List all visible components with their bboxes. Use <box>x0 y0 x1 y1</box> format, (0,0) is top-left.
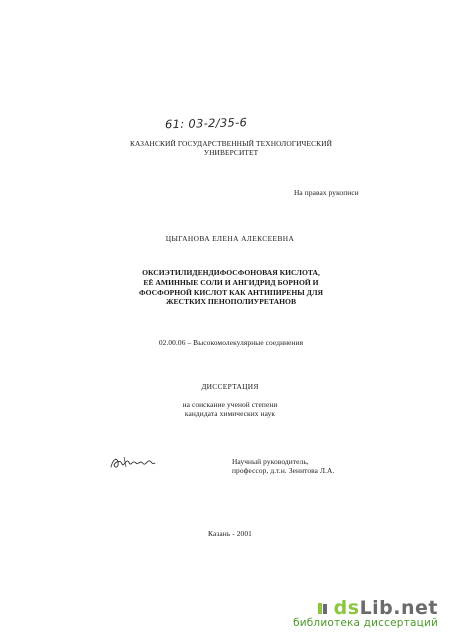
dissertation-title <box>100 268 362 307</box>
watermark-subtitle: библиотека диссертаций <box>293 617 438 629</box>
city-year: Казань - 2001 <box>208 529 252 538</box>
degree-line-2: кандидата химических наук <box>184 409 276 418</box>
degree-line-1: на соискание ученой степени <box>182 400 278 409</box>
watermark-brand-prefix: ds <box>333 597 360 619</box>
title-line: ОКСИЭТИЛИДЕНДИФОСФОНОВАЯ КИСЛОТА, <box>142 268 320 277</box>
title-line: ЕЁ АМИННЫЕ СОЛИ И АНГИДРИД БОРНОЙ И <box>143 277 319 287</box>
supervisor-line-2: профессор, д.т.н. Зенитова Л.А. <box>232 466 335 475</box>
degree-info <box>140 400 320 418</box>
title-line: ЖЕСТКИХ ПЕНОПОЛИУРЕТАНОВ <box>165 297 297 307</box>
watermark-brand-row <box>293 597 438 619</box>
document-type: ДИССЕРТАЦИЯ <box>201 382 259 391</box>
university-line-1: КАЗАНСКИЙ ГОСУДАРСТВЕННЫЙ ТЕХНОЛОГИЧЕСКИЙ <box>129 139 333 148</box>
university-name <box>100 139 362 157</box>
dslib-watermark <box>293 597 438 629</box>
handwritten-signature <box>108 453 158 473</box>
archive-stamp: 61: 03-2/35-6 <box>164 115 248 132</box>
title-line: ФОСФОРНОЙ КИСЛОТ КАК АНТИПИРЕНЫ ДЛЯ <box>138 287 323 297</box>
university-line-2: УНИВЕРСИТЕТ <box>203 148 259 157</box>
author-name: ЦЫГАНОВА ЕЛЕНА АЛЕКСЕЕВНА <box>165 234 295 243</box>
book-icon <box>317 602 328 615</box>
specialty: 02.00.06 – Высокомолекулярные соединения <box>158 338 304 347</box>
manuscript-rights: На правах рукописи <box>294 188 359 197</box>
watermark-brand-suffix: Lib.net <box>359 597 438 619</box>
watermark-brand <box>334 597 438 619</box>
supervisor-line-1: Научный руководитель, <box>232 457 309 466</box>
supervisor-info <box>232 457 432 475</box>
